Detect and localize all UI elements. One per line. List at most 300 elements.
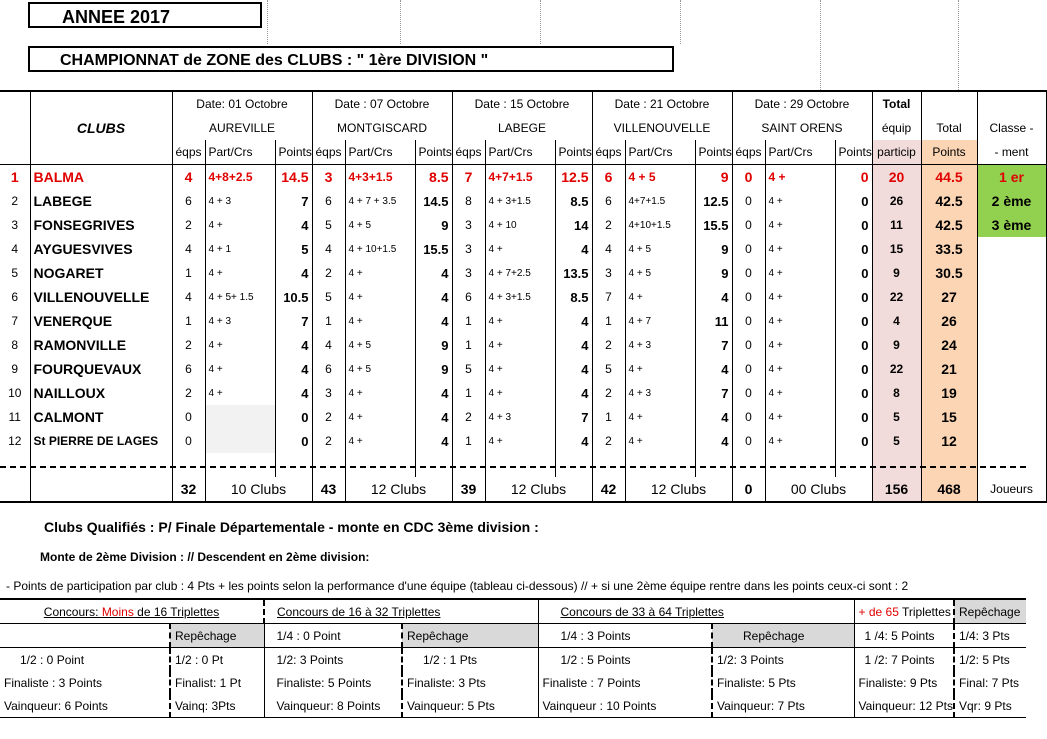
participation-detail: 4 + [765,309,835,333]
teams-count: 2 [172,333,205,357]
participation-detail: 4 + [625,285,695,309]
score-cell: 1/4 : 3 Points [538,624,712,648]
round-total-teams: 42 [592,477,625,502]
header-row-venues [0,116,1046,140]
participation-detail: 4 + [625,405,695,429]
total-points: 27 [921,285,977,309]
participation-detail: 4+7+1.5 [485,165,555,190]
total-teams: 5 [872,429,921,453]
qualified-line: Clubs Qualifiés : P/ Finale Départementale - monte en CDC 3ème division : [44,519,539,535]
teams-count: 6 [452,285,485,309]
round-total-teams: 32 [172,477,205,502]
score-cell: Vainqueur : 10 Points [538,694,712,718]
round-points: 10.5 [275,285,312,309]
score-cell: Vainqueur: 8 Points [264,694,402,718]
participation-detail: 4+7+1.5 [625,189,695,213]
round-points: 14 [555,213,592,237]
total-points: 44.5 [921,165,977,190]
teams-count: 3 [592,261,625,285]
participation-detail: 4 + 10 [485,213,555,237]
repechage-label: Repêchage [170,624,264,648]
round-points: 9 [695,165,732,190]
teams-count: 6 [172,357,205,381]
score-cell: Finaliste : 7 Points [538,671,712,694]
grid-line [540,0,541,44]
rank-cell: 12 [0,429,30,453]
club-name: CALMONT [30,405,172,429]
teams-count: 3 [312,165,345,190]
participation-detail: 4 + [765,357,835,381]
classement-badge [977,405,1046,429]
round-points: 11 [695,309,732,333]
total-points-label-bottom: Points [921,140,977,165]
total-teams: 11 [872,213,921,237]
participation-detail: 4+8+2.5 [205,165,275,190]
participation-detail: 4 + [485,309,555,333]
round-points: 14.5 [275,165,312,190]
round-points: 7 [695,333,732,357]
table-row [0,165,1046,190]
round-total-clubs: 12 Clubs [485,477,592,502]
table-row [0,381,1046,405]
participation-detail: 4+10+1.5 [625,213,695,237]
round-points: 4 [415,381,452,405]
empty-cell [30,477,172,502]
table-row [0,405,1046,429]
round-points: 12.5 [555,165,592,190]
sub-header-eqps: éqps [732,140,765,165]
participation-detail: 4 + 3+1.5 [485,285,555,309]
sub-header-partcrs: Part/Crs [625,140,695,165]
total-points: 15 [921,405,977,429]
club-name: BALMA [30,165,172,190]
teams-count: 0 [732,381,765,405]
participation-detail: 4 + [485,357,555,381]
round-points: 0 [275,429,312,453]
teams-count: 1 [452,381,485,405]
round-points: 4 [695,405,732,429]
total-teams: 4 [872,309,921,333]
clubs-label: CLUBS [30,116,172,140]
total-teams: 8 [872,381,921,405]
round-points: 4 [415,285,452,309]
teams-count: 1 [452,333,485,357]
round-venue: SAINT ORENS [732,116,872,140]
teams-count: 1 [172,261,205,285]
round-points: 0 [835,309,872,333]
sub-header-eqps: éqps [592,140,625,165]
participation-detail: 4 + [765,405,835,429]
repechage-label: Repêchage [712,624,854,648]
classement-badge [977,261,1046,285]
teams-count: 4 [592,237,625,261]
sub-header-points: Points [555,140,592,165]
sub-header-partcrs: Part/Crs [345,140,415,165]
round-date: Date: 01 Octobre [172,91,312,116]
year-title: ANNEE 2017 [28,2,262,28]
table-row [0,285,1046,309]
participation-detail: 4 + [345,381,415,405]
teams-count: 7 [592,285,625,309]
table-row [0,429,1046,453]
table-row [0,189,1046,213]
teams-count: 5 [312,213,345,237]
participation-detail: 4 + [765,189,835,213]
round-points: 13.5 [555,261,592,285]
classement-badge [977,333,1046,357]
total-points: 21 [921,357,977,381]
participation-detail: 4 + 3+1.5 [485,189,555,213]
scoring-row-final [0,671,1026,694]
participation-detail: 4 + 5 [625,237,695,261]
score-cell: Final: 7 Pts [959,675,1020,690]
classement-badge [977,357,1046,381]
round-points: 0 [835,381,872,405]
grid-line [267,0,268,44]
round-points: 7 [695,381,732,405]
total-points: 30.5 [921,261,977,285]
teams-count: 0 [732,189,765,213]
empty-cell [0,477,30,502]
teams-count: 2 [592,333,625,357]
score-cell: Finalist: 1 Pt [170,671,264,694]
teams-count: 1 [312,309,345,333]
teams-count: 3 [452,237,485,261]
teams-count: 2 [452,405,485,429]
round-points: 4 [695,357,732,381]
round-total-teams: 39 [452,477,485,502]
rank-cell: 10 [0,381,30,405]
teams-count: 0 [732,261,765,285]
total-points: 26 [921,309,977,333]
rank-cell: 6 [0,285,30,309]
rank-cell: 2 [0,189,30,213]
club-name: FOURQUEVAUX [30,357,172,381]
participation-detail: 4 + 7 [625,309,695,333]
teams-count: 5 [592,357,625,381]
participation-detail: 4 + 7+2.5 [485,261,555,285]
teams-count: 2 [172,213,205,237]
classement-badge: 2 ème [977,189,1046,213]
grid-line [820,0,821,90]
teams-count: 2 [172,381,205,405]
grid-line [680,0,681,44]
totals-row [0,477,1046,502]
participation-detail: 4 + [485,333,555,357]
participation-detail: 4 + [345,429,415,453]
classement-label-bottom: - ment [977,140,1046,165]
teams-count: 0 [172,429,205,453]
classement-badge [977,309,1046,333]
round-points: 12.5 [695,189,732,213]
participation-detail: 4 + [765,261,835,285]
score-cell: Finaliste: 5 Pts [712,671,854,694]
score-cell: 1 /4: 5 Points [854,624,954,648]
teams-count: 6 [312,357,345,381]
repechage-label: Repêchage [402,624,538,648]
teams-count: 1 [452,309,485,333]
sub-header-points: Points [415,140,452,165]
rank-cell: 4 [0,237,30,261]
sub-header-partcrs: Part/Crs [485,140,555,165]
score-cell: Vainqueur: 7 Pts [712,694,854,718]
round-points: 7 [555,405,592,429]
header-row-dates [0,91,1046,116]
score-cell: Vainqueur: 12 Pts [854,694,954,718]
round-points: 0 [835,357,872,381]
table-row [0,357,1046,381]
rank-cell: 7 [0,309,30,333]
participation-detail: 4 + 5 [345,357,415,381]
teams-count: 4 [172,237,205,261]
total-points: 24 [921,333,977,357]
participation-detail: 4 + [345,309,415,333]
teams-count: 0 [172,405,205,429]
teams-count: 4 [172,165,205,190]
teams-count: 4 [312,333,345,357]
classement-badge [977,381,1046,405]
round-points: 4 [555,381,592,405]
total-teams: 9 [872,333,921,357]
round-points: 4 [415,309,452,333]
round-points: 0 [835,429,872,453]
total-points: 42.5 [921,213,977,237]
score-cell: 1/2 : 1 Pts [402,648,538,672]
round-points: 4 [695,285,732,309]
score-cell: 1/2 : 0 Point [0,648,170,672]
teams-count: 6 [592,189,625,213]
participation-detail: 4 + [765,213,835,237]
round-date: Date : 07 Octobre [312,91,452,116]
total-points: 12 [921,429,977,453]
table-row [0,309,1046,333]
teams-count: 2 [312,429,345,453]
rank-cell: 9 [0,357,30,381]
participation-detail: 4 + 3 [625,381,695,405]
equip-label: équip [872,116,921,140]
score-cell: Vainqueur: 5 Pts [402,694,538,718]
teams-count: 0 [732,405,765,429]
total-teams: 9 [872,261,921,285]
table-row [0,213,1046,237]
round-total-clubs: 12 Clubs [625,477,732,502]
teams-count: 2 [312,405,345,429]
round-points: 0 [835,405,872,429]
club-name: VILLENOUVELLE [30,285,172,309]
participation-detail: 4 + [765,381,835,405]
teams-count: 2 [592,213,625,237]
club-name: VENERQUE [30,309,172,333]
sub-header-points: Points [695,140,732,165]
teams-count: 0 [732,237,765,261]
round-venue: AUREVILLE [172,116,312,140]
participation-detail: 4 + 10+1.5 [345,237,415,261]
joueurs-label: Joueurs [977,477,1046,502]
scoring-row-half [0,648,1026,672]
round-date: Date : 29 Octobre [732,91,872,116]
participation-detail: 4 + [765,285,835,309]
repechage-label: Repêchage [954,599,1026,624]
round-points: 7 [275,189,312,213]
club-name: St PIERRE DE LAGES [30,429,172,453]
teams-count: 0 [732,429,765,453]
teams-count: 6 [172,189,205,213]
concours-small-title: Concours: Moins de 16 Triplettes [0,599,264,624]
club-name: FONSEGRIVES [30,213,172,237]
total-teams: 15 [872,237,921,261]
scoring-row-win [0,694,1026,718]
participation-detail: 4+3+1.5 [345,165,415,190]
dashed-separator [0,466,1026,468]
concours-medium-title: Concours de 16 à 32 Triplettes [264,599,538,624]
round-points: 4 [275,333,312,357]
sub-header-eqps: éqps [172,140,205,165]
concours-xlarge-title: + de 65 Triplettes [854,599,954,624]
promotion-line: Monte de 2ème Division : // Descendent en 2ème division: [40,550,370,564]
score-cell: Vainq: 3Pts [170,694,264,718]
round-total-teams: 43 [312,477,345,502]
sub-header-partcrs: Part/Crs [205,140,275,165]
participation-detail: 4 + [765,429,835,453]
teams-count: 1 [592,309,625,333]
total-teams: 26 [872,189,921,213]
total-points: 19 [921,381,977,405]
rank-cell: 1 [0,165,30,190]
participation-detail: 4 + [765,237,835,261]
participation-detail: 4 + [345,261,415,285]
round-points: 9 [695,261,732,285]
participation-detail: 4 + 3 [205,309,275,333]
score-cell: Finaliste: 5 Points [264,671,402,694]
round-points: 8.5 [555,285,592,309]
grand-total-points: 468 [921,477,977,502]
teams-count: 1 [592,405,625,429]
round-points: 0 [835,165,872,190]
participation-detail: 4 + [205,381,275,405]
total-teams: 22 [872,285,921,309]
round-total-teams: 0 [732,477,765,502]
total-teams: 22 [872,357,921,381]
club-name: RAMONVILLE [30,333,172,357]
round-date: Date : 15 Octobre [452,91,592,116]
score-cell: Finaliste: 9 Pts [854,671,954,694]
teams-count: 2 [312,261,345,285]
round-points: 0 [835,237,872,261]
rank-cell: 5 [0,261,30,285]
participation-detail: 4 + [205,261,275,285]
participation-detail [205,405,275,429]
score-cell: 1/2 : 5 Points [538,648,712,672]
grid-line [400,0,401,44]
participation-detail: 4 + 1 [205,237,275,261]
participation-detail: 4 + 5 [345,333,415,357]
classement-badge [977,429,1046,453]
grand-total-teams: 156 [872,477,921,502]
teams-count: 1 [452,429,485,453]
teams-count: 6 [592,165,625,190]
round-points: 4 [275,381,312,405]
participation-detail: 4 + [345,285,415,309]
total-teams: 5 [872,405,921,429]
round-points: 4 [555,429,592,453]
participation-detail: 4 + [625,429,695,453]
participation-detail: 4 + [765,165,835,190]
participation-detail: 4 + [485,429,555,453]
teams-count: 4 [172,285,205,309]
round-points: 15.5 [415,237,452,261]
teams-count: 0 [732,309,765,333]
round-points: 0 [275,405,312,429]
participation-detail: 4 + 5+ 1.5 [205,285,275,309]
scoring-header-row [0,599,1026,624]
participation-detail: 4 + 7 + 3.5 [345,189,415,213]
sub-header-partcrs: Part/Crs [765,140,835,165]
total-points: 42.5 [921,189,977,213]
score-cell: 1/2: 3 Points [264,648,402,672]
round-points: 15.5 [695,213,732,237]
club-name: LABEGE [30,189,172,213]
round-points: 4 [555,237,592,261]
round-points: 4 [555,333,592,357]
spacer-row [0,453,1046,477]
teams-count: 2 [592,381,625,405]
total-points: 33.5 [921,237,977,261]
score-cell: 1/2: 5 Pts [959,652,1010,667]
round-points: 4 [275,357,312,381]
round-points: 0 [835,285,872,309]
sub-header-eqps: éqps [452,140,485,165]
total-points-label: Total [921,116,977,140]
round-points: 0 [835,261,872,285]
teams-count: 1 [172,309,205,333]
participation-detail: 4 + 5 [625,261,695,285]
teams-count: 0 [732,165,765,190]
round-points: 4 [275,213,312,237]
particip-label: particip [872,140,921,165]
score-cell: 1 /2: 7 Points [854,648,954,672]
round-points: 5 [275,237,312,261]
club-name: NOGARET [30,261,172,285]
participation-detail: 4 + [625,357,695,381]
teams-count: 4 [312,237,345,261]
participation-detail: 4 + 5 [625,165,695,190]
table-row [0,237,1046,261]
participation-detail: 4 + [765,333,835,357]
score-cell: 1/2 : 0 Pt [170,648,264,672]
score-cell: 1/2: 3 Points [712,648,854,672]
score-cell: Finaliste: 3 Pts [402,671,538,694]
table-row [0,333,1046,357]
round-points: 4 [415,261,452,285]
sub-header-eqps: éqps [312,140,345,165]
teams-count: 2 [592,429,625,453]
teams-count: 3 [452,261,485,285]
teams-count: 6 [312,189,345,213]
score-cell: Vqr: 9 Pts [959,698,1012,713]
teams-count: 0 [732,213,765,237]
round-points: 14.5 [415,189,452,213]
score-cell: Vainqueur: 6 Points [0,694,170,718]
teams-count: 3 [312,381,345,405]
score-cell: 1/4 : 0 Point [264,624,402,648]
rank-cell: 8 [0,333,30,357]
round-points: 4 [555,357,592,381]
sub-header-points: Points [835,140,872,165]
round-points: 4 [415,405,452,429]
rank-cell: 11 [0,405,30,429]
round-points: 9 [415,357,452,381]
rules-line: - Points de participation par club : 4 Pts + les points selon la performance d'une équipe (tableau ci-dessous) // + si une 2ème équipe rentre dans les points ceux-ci sont : 2 [6,579,909,593]
